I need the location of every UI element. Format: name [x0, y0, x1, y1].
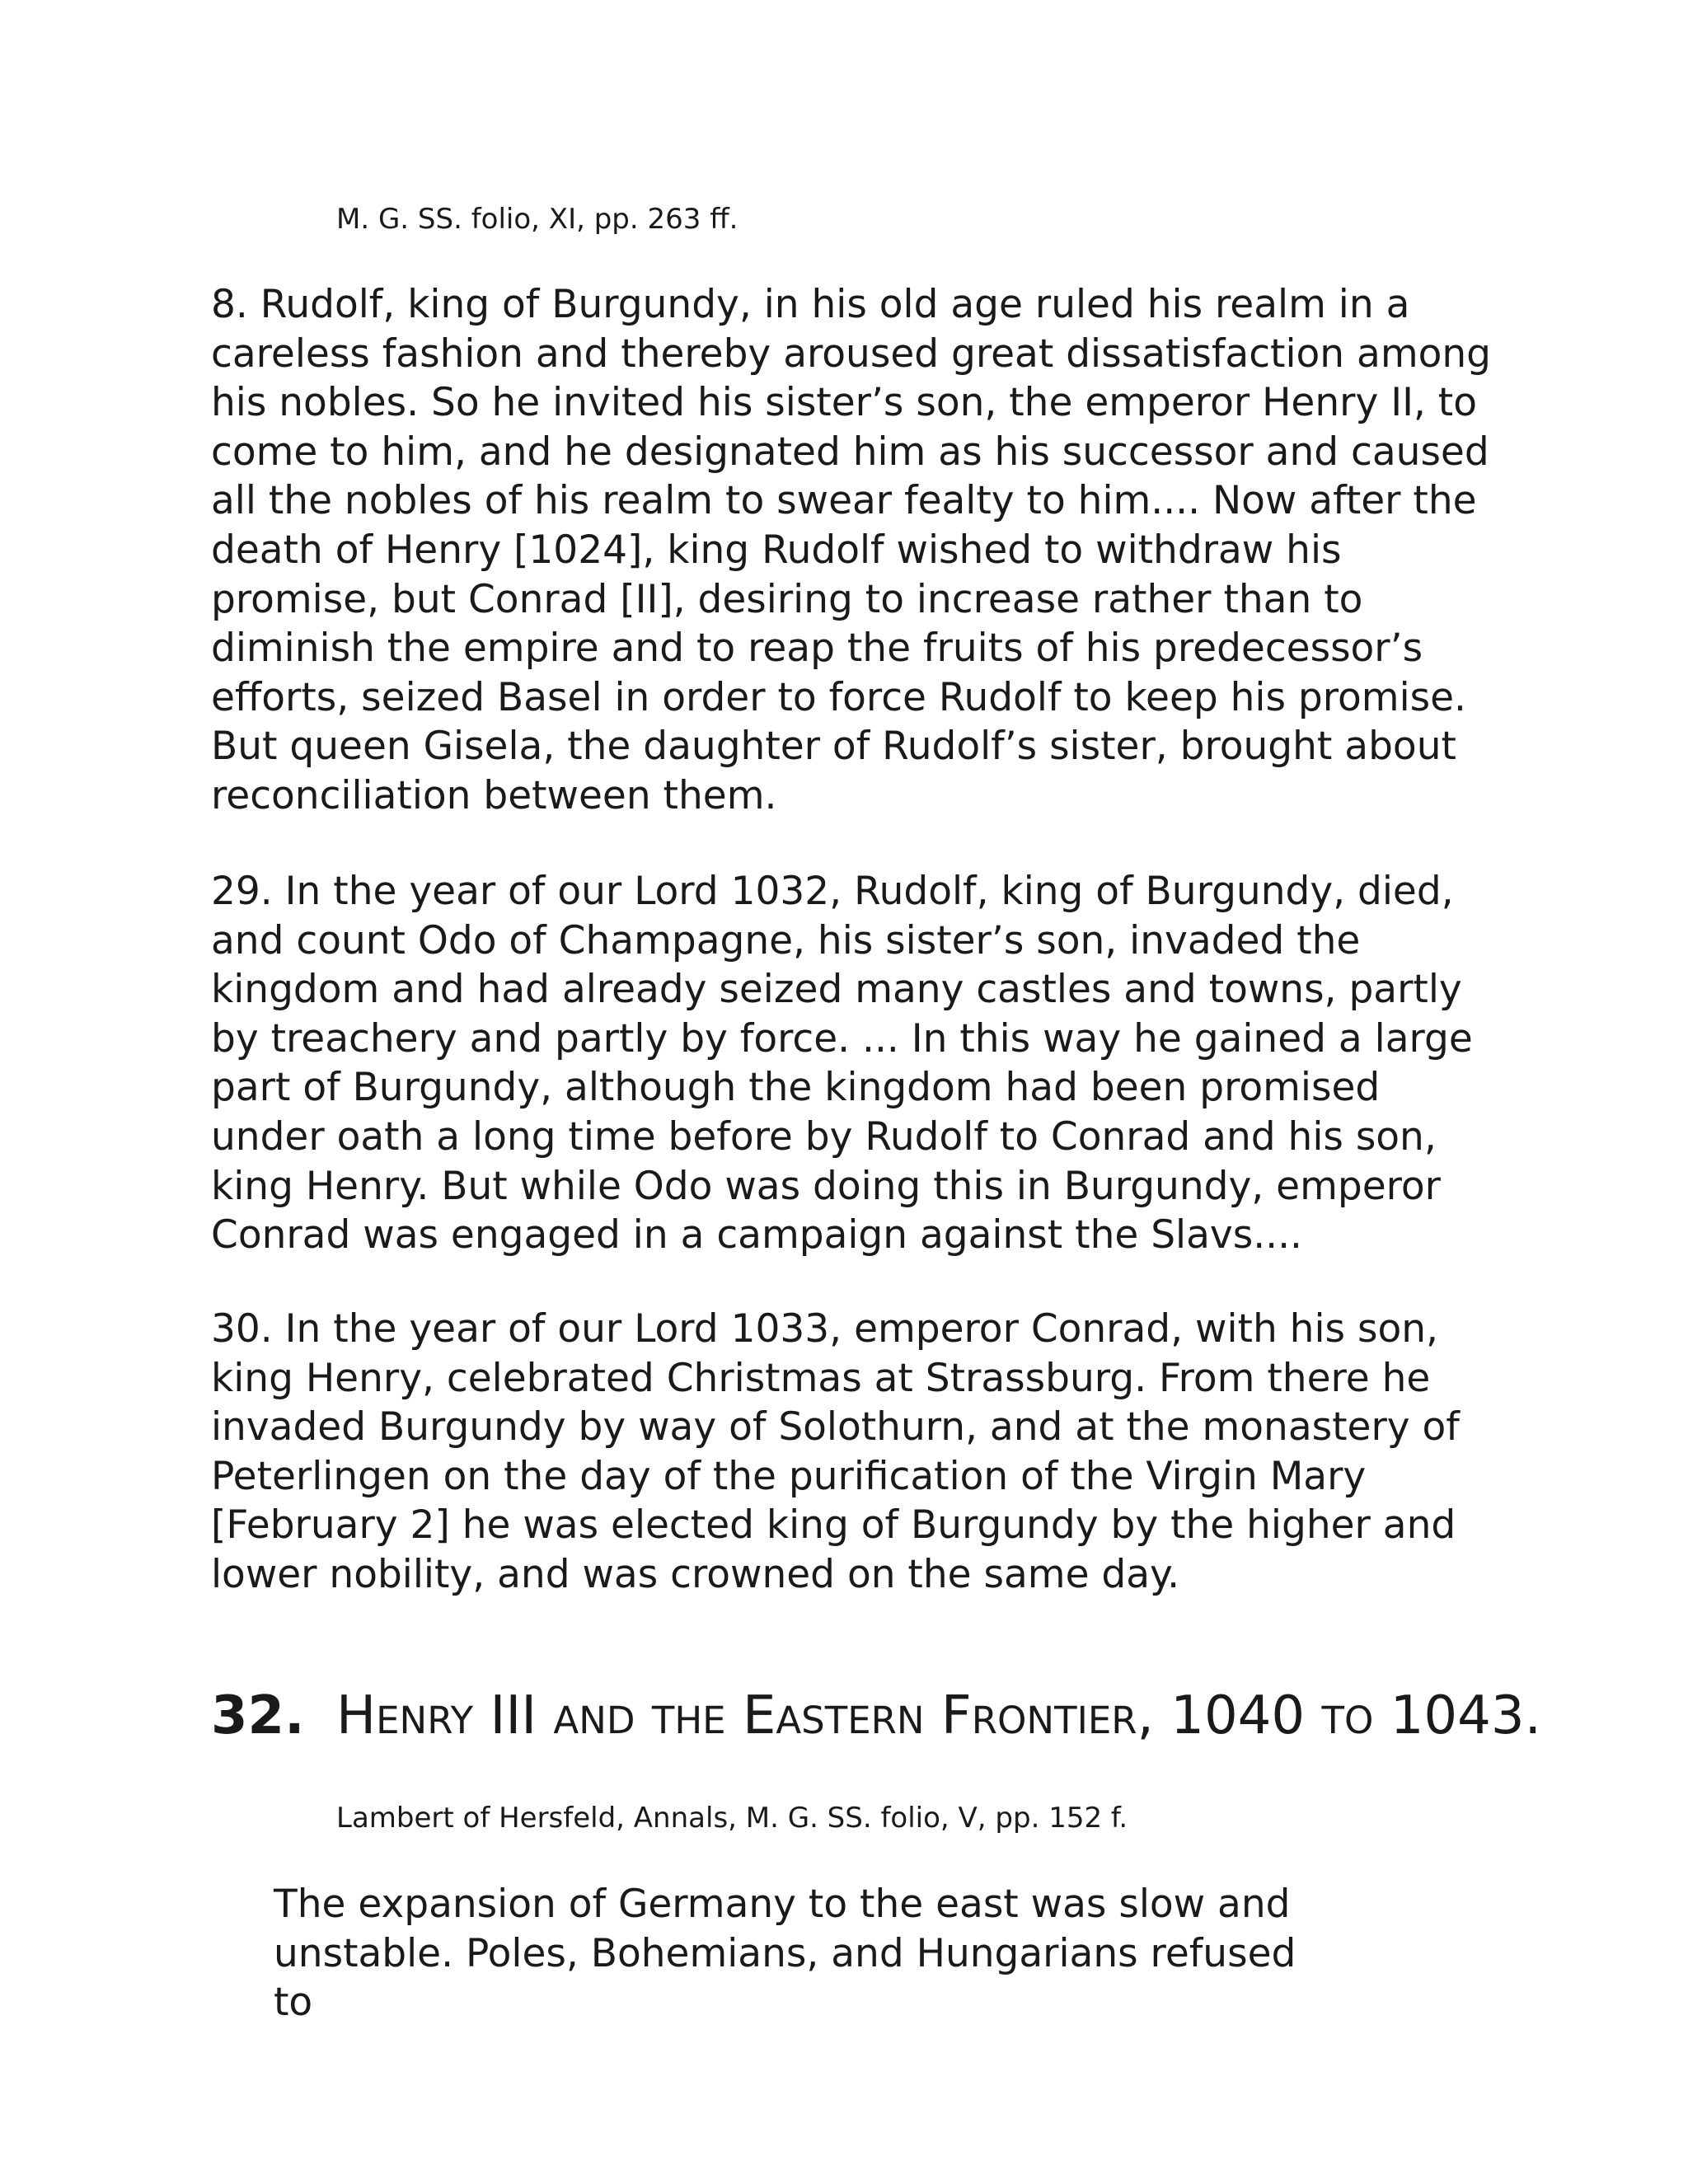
section-title: Henry III and the Eastern Frontier, 1040 to 1043. [336, 1685, 1541, 1746]
paragraph-8: 8. Rudolf, king of Burgundy, in his old age ruled his realm in a careless fashion and thereby aroused great dissatisfaction among his nobles. So he invited his sister’s son, the emperor Henry II, to come to him, and he designated him as his successor and caused all the nobles of his realm to swear fealty to him.... Now after the death of Henry [1024], king Rudolf wished to withdraw his promise, but Conrad [II], desiring to increase rather than to diminish the empire and to reap the fruits of his predecessor’s efforts, seized Basel in order to force Rudolf to keep his promise. But queen Gisela, the daughter of Rudolf’s sister, brought about reconciliation between them. [211, 282, 1491, 818]
intro-paragraph: The expansion of Germany to the east was slow and unstable. Poles, Bohemians, and Hungarians refused to [274, 1882, 1296, 2026]
section-heading [211, 1683, 1541, 1749]
source-citation: M. G. SS. folio, XI, pp. 263 ff. [336, 203, 738, 236]
section-citation: Lambert of Hersfeld, Annals, M. G. SS. folio, V, pp. 152 f. [336, 1802, 1128, 1835]
paragraph-30: 30. In the year of our Lord 1033, emperor Conrad, with his son, king Henry, celebrated Christmas at Strassburg. From there he invaded Burgundy by way of Solothurn, and at the monastery of Peterlingen on the day of the purification of the Virgin Mary [February 2] he was elected king of Burgundy by the higher and lower nobility, and was crowned on the same day. [211, 1306, 1460, 1597]
paragraph-29: 29. In the year of our Lord 1032, Rudolf, king of Burgundy, died, and count Odo of Champagne, his sister’s son, invaded the kingdom and had already seized many castles and towns, partly by treachery and partly by force. ... In this way he gained a large part of Burgundy, although the kingdom had been promised under oath a long time before by Rudolf to Conrad and his son, king Henry. But while Odo was doing this in Burgundy, emperor Conrad was engaged in a campaign against the Slavs.... [211, 869, 1473, 1258]
section-number: 32. [211, 1685, 305, 1746]
